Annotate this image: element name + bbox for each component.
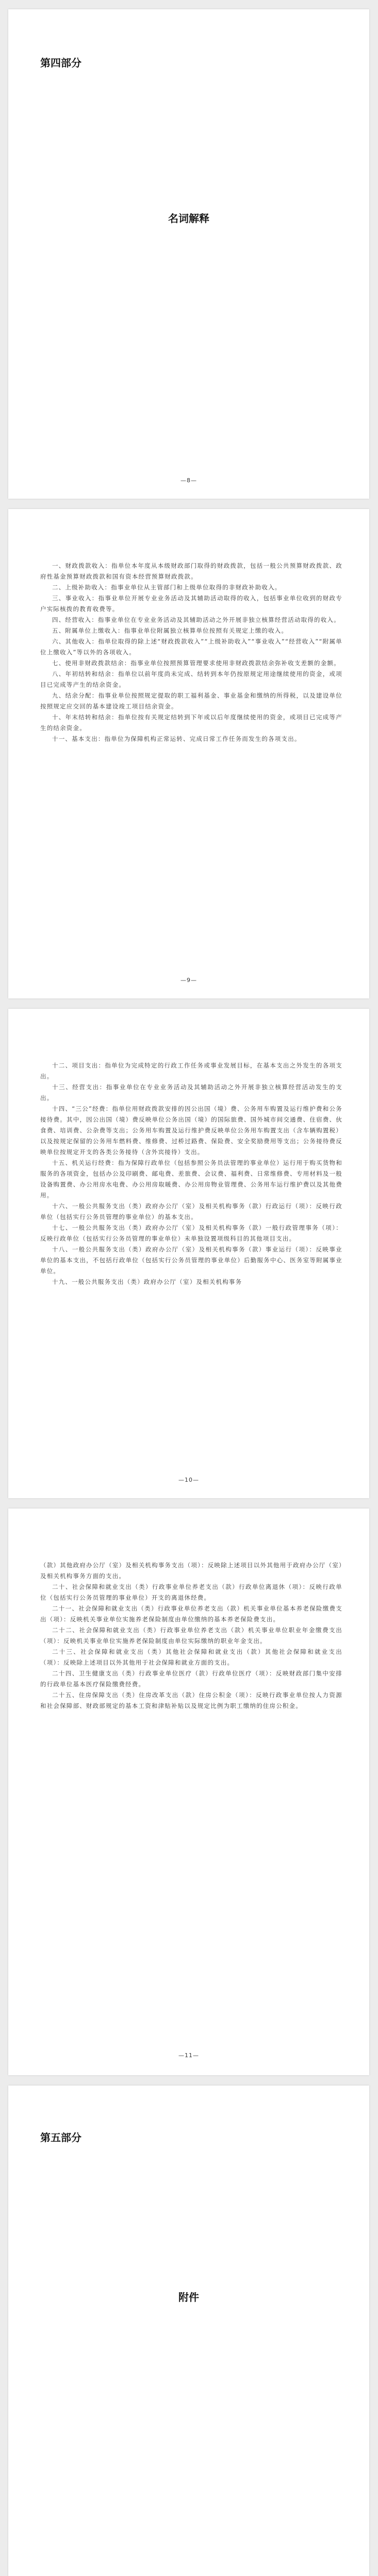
paragraph: 六、其他收入：指单位取得的除上述“财政拨款收入”“上级补助收入”“事业收入”“经营收入”“附属单位上缴收入”等以外的各项收入。 xyxy=(40,638,342,656)
document-page xyxy=(8,509,369,998)
body-text xyxy=(40,561,342,744)
document-page xyxy=(8,1009,369,1498)
paragraph: 一、财政拨款收入：指单位本年度从本级财政部门取得的财政拨款，包括一般公共预算财政拨款、政府性基金预算财政拨款和国有资本经营预算财政拨款。 xyxy=(40,562,342,580)
paragraph: 二十、社会保障和就业支出（类）行政事业单位养老支出（款）行政单位离退休（项）：反映行政单位（包括实行公务员管理的事业单位）开支的离退休经费。 xyxy=(40,1583,342,1601)
paragraph: 十六、一般公共服务支出（类）政府办公厅（室）及相关机构事务（款）行政运行（项）：反映行政单位（包括实行公务员管理的事业单位）的基本支出。 xyxy=(40,1202,342,1221)
paragraph: 十八、一般公共服务支出（类）政府办公厅（室）及相关机构事务（款）事业运行（项）：反映事业单位的基本支出，不包括行政单位（包括实行公务员管理的事业单位）后勤服务中心、医务室等附属事业单位。 xyxy=(40,1246,342,1275)
paragraph: 二十五、住房保障支出（类）住房改革支出（款）住房公积金（项）：反映行政事业单位按人力资源和社会保障部、财政部规定的基本工资和津贴补贴以及规定比例为职工缴纳的住房公积金。 xyxy=(40,1691,342,1709)
body-text xyxy=(40,1560,342,1711)
paragraph: 十五、机关运行经费：指为保障行政单位（包括参照公务员法管理的事业单位）运行用于购买货物和服务的各项资金，包括办公及印刷费、邮电费、差旅费、会议费、福利费、日常维修费、专用材料及一般设备购置费、办公用房水电费、办公用房取暖费、办公用房物业管理费、公务用车运行维护费以及其他费用。 xyxy=(40,1159,342,1199)
document-page xyxy=(8,2086,369,2576)
paragraph: 五、附属单位上缴收入：指事业单位附属独立核算单位按照有关规定上缴的收入。 xyxy=(52,627,288,634)
paragraph: 十七、一般公共服务支出（类）政府办公厅（室）及相关机构事务（款）一般行政管理事务（项）：反映行政单位（包括实行公务员管理的事业单位）未单独设置项级科目的其他项目支出。 xyxy=(40,1224,342,1242)
paragraph: 二十四、卫生健康支出（类）行政事业单位医疗（款）行政单位医疗（项）：反映财政部门集中安排的行政单位基本医疗保险缴费经费。 xyxy=(40,1670,342,1688)
paragraph: 十三、经营支出：指事业单位在专业业务活动及其辅助活动之外开展非独立核算经营活动发生的支出。 xyxy=(40,1083,342,1101)
paragraph: （款）其他政府办公厅（室）及相关机构事务支出（项）：反映除上述项目以外其他用于政府办公厅（室）及相关机构事务方面的支出。 xyxy=(40,1562,342,1580)
paragraph: 二、上级补助收入：指事业单位从主管部门和上级单位取得的非财政补助收入。 xyxy=(52,584,282,591)
paragraph: 九、结余分配：指事业单位按照规定提取的职工福利基金、事业基金和缴纳的所得税，以及建设单位按照规定应交回的基本建设竣工项目结余资金。 xyxy=(40,692,342,710)
paragraph: 十一、基本支出：指单位为保障机构正常运转、完成日常工作任务而发生的各项支出。 xyxy=(52,735,301,742)
section-heading: 第五部分 xyxy=(40,2131,81,2144)
page-title: 名词解释 xyxy=(168,212,209,225)
page-number: —9— xyxy=(180,977,197,984)
paragraph: 十二、项目支出：指单位为完成特定的行政工作任务或事业发展目标，在基本支出之外发生的各项支出。 xyxy=(40,1062,342,1080)
paragraph: 二十三、社会保障和就业支出（类）其他社会保障和就业支出（款）其他社会保障和就业支出（项）：反映除上述项目以外其他用于社会保障和就业方面的支出。 xyxy=(40,1648,342,1666)
page-number: —10— xyxy=(178,1477,199,1483)
paragraph: 十四、“三公”经费：指单位用财政拨款安排的因公出国（境）费、公务用车购置及运行维护费和公务接待费。其中，因公出国（境）费反映单位公务出国（境）的国际旅费、国外城市间交通费、住宿费、伙食费、培训费、公杂费等支出；公务用车购置及运行维护费反映单位公务用车购置支出（含车辆购置税）以及按规定保留的公务用车燃料费、维修费、过桥过路费、保险费、安全奖励费用等支出；公务接待费反映单位按规定开支的各类公务接待（含外宾接待）支出。 xyxy=(40,1105,342,1156)
paragraph: 二十二、社会保障和就业支出（类）行政事业单位养老支出（款）机关事业单位职业年金缴费支出（项）：反映机关事业单位实施养老保险制度由单位实际缴纳的职业年金支出。 xyxy=(40,1626,342,1645)
section-heading: 第四部分 xyxy=(40,57,81,69)
paragraph: 七、使用非财政拨款结余：指事业单位按照预算管理要求使用非财政拨款结余弥补收支差额的金额。 xyxy=(52,659,340,667)
document-page xyxy=(8,1509,369,2075)
page-number: —8— xyxy=(180,477,197,484)
paragraph: 二十一、社会保障和就业支出（类）行政事业单位养老支出（款）机关事业单位基本养老保险缴费支出（项）：反映机关事业单位实施养老保险制度由单位缴纳的基本养老保险费支出。 xyxy=(40,1605,342,1623)
paragraph: 十、年末结转和结余：指单位按有关规定结转到下年或以后年度继续使用的资金，或项目已完成等产生的结余资金。 xyxy=(40,714,342,732)
paragraph: 三、事业收入：指事业单位开展专业业务活动及其辅助活动取得的收入，包括事业单位收到的财政专户实际核拨的教育收费等。 xyxy=(40,595,342,613)
body-text xyxy=(40,1060,342,1287)
paragraph: 八、年初结转和结余：指单位以前年度尚未完成、结转到本年仍按原规定用途继续使用的资金，或项目已完成等产生的结余资金。 xyxy=(40,670,342,688)
paragraph: 十九、一般公共服务支出（类）政府办公厅（室）及相关机构事务 xyxy=(52,1278,242,1285)
page-number: —11— xyxy=(178,2052,199,2059)
paragraph: 四、经营收入：指事业单位在专业业务活动及其辅助活动之外开展非独立核算经营活动取得的收入。 xyxy=(52,616,340,623)
page-title: 附件 xyxy=(178,2291,199,2303)
document-page xyxy=(8,9,369,499)
